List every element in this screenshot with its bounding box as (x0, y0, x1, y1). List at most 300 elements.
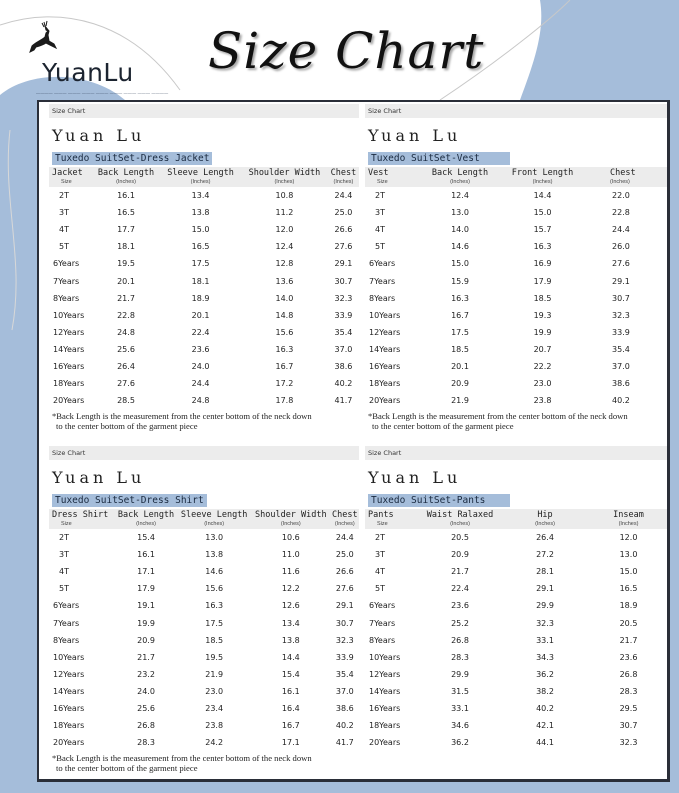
measurement-cell: 19.3 (533, 310, 552, 320)
measurement-cell: 17.1 (281, 738, 300, 748)
column-header: Sleeve Length (Inches) (180, 510, 248, 527)
table-row (49, 563, 359, 580)
measurement-cell: 19.9 (533, 327, 552, 337)
measurement-cell: 33.1 (451, 703, 469, 713)
measurement-cell: 12.4 (275, 242, 294, 252)
measurement-cell: 24.4 (612, 225, 630, 235)
column-header: Front Length (Inches) (511, 168, 574, 185)
table-row (365, 204, 667, 221)
measurement-cell: 15.0 (451, 259, 469, 269)
table-row (365, 666, 667, 683)
table-row (365, 307, 667, 324)
measurement-cell: 21.7 (619, 635, 638, 645)
table-row (49, 392, 359, 409)
table-row (49, 204, 359, 221)
measurement-cell: 28.3 (619, 686, 638, 696)
table-row (365, 341, 667, 358)
logo-text: YuanLu (42, 58, 134, 87)
size-cell: 12Years (369, 669, 401, 679)
measurement-cell: 34.3 (536, 652, 554, 662)
measurement-cell: 23.8 (205, 721, 224, 731)
table-row (49, 649, 359, 666)
measurement-cell: 35.4 (612, 344, 630, 354)
size-cell: 20Years (53, 396, 85, 406)
measurement-cell: 26.8 (451, 635, 469, 645)
size-cell: 7Years (53, 618, 80, 628)
column-header: Inseam (Inches) (613, 510, 644, 527)
measurement-cell: 20.9 (451, 379, 469, 389)
size-cell: 7Years (369, 276, 396, 286)
size-cell: 14Years (369, 344, 401, 354)
vest-size-table (365, 167, 667, 409)
size-cell: 6Years (369, 601, 396, 611)
measurement-cell: 16.3 (451, 293, 469, 303)
table-row (365, 272, 667, 289)
measurement-cell: 22.4 (451, 584, 469, 594)
size-cell: 3T (59, 550, 69, 560)
size-cell: 3T (375, 550, 385, 560)
size-cell: 16Years (369, 361, 401, 371)
table-row (49, 221, 359, 238)
measurement-cell: 37.0 (335, 686, 354, 696)
size-cell: 2T (375, 533, 385, 543)
size-cell: 12Years (369, 327, 401, 337)
measurement-cell: 31.5 (451, 686, 469, 696)
measurement-cell: 36.2 (536, 669, 554, 679)
table-row (365, 632, 667, 649)
measurement-cell: 18.1 (117, 242, 135, 252)
measurement-cell: 14.0 (275, 293, 294, 303)
back-length-note: *Back Length is the measurement from the center bottom of the neck down to the center bottom of the garment piece (368, 411, 628, 432)
column-header: Hip (Inches) (535, 510, 555, 527)
measurement-cell: 28.5 (117, 396, 135, 406)
measurement-cell: 33.1 (536, 635, 554, 645)
size-cell: 7Years (369, 618, 396, 628)
size-cell: 8Years (53, 293, 80, 303)
measurement-cell: 26.8 (137, 721, 155, 731)
measurement-cell: 24.8 (117, 327, 135, 337)
measurement-cell: 40.2 (335, 721, 354, 731)
measurement-cell: 11.2 (275, 208, 294, 218)
measurement-cell: 11.6 (281, 567, 300, 577)
logo-tagline: ———— ——— ——— ——— ——— ——— ——— ——— ———— (36, 90, 169, 95)
measurement-cell: 22.2 (533, 361, 552, 371)
measurement-cell: 19.1 (137, 601, 155, 611)
measurement-cell: 13.0 (451, 208, 469, 218)
measurement-cell: 15.0 (191, 225, 210, 235)
measurement-cell: 27.6 (612, 259, 630, 269)
table-row (49, 255, 359, 272)
column-header: Vest Size (368, 168, 389, 185)
table-row (365, 734, 667, 751)
table-row (365, 324, 667, 341)
size-cell: 4T (59, 567, 69, 577)
table-row (49, 187, 359, 204)
measurement-cell: 16.7 (275, 361, 294, 371)
size-cell: 5T (59, 242, 69, 252)
measurement-cell: 20.9 (137, 635, 155, 645)
size-cell: 20Years (369, 738, 401, 748)
measurement-cell: 33.9 (335, 652, 354, 662)
measurement-cell: 42.1 (536, 721, 554, 731)
size-cell: 14Years (53, 686, 85, 696)
measurement-cell: 20.5 (451, 533, 469, 543)
measurement-cell: 16.5 (619, 584, 638, 594)
measurement-cell: 12.8 (275, 259, 294, 269)
measurement-cell: 28.3 (137, 738, 155, 748)
measurement-cell: 32.3 (536, 618, 554, 628)
measurement-cell: 16.9 (533, 259, 552, 269)
page-title: Size Chart (208, 22, 485, 80)
table-row (365, 392, 667, 409)
measurement-cell: 13.4 (191, 191, 210, 201)
measurement-cell: 17.5 (451, 327, 469, 337)
measurement-cell: 16.3 (205, 601, 224, 611)
table-row (49, 290, 359, 307)
measurement-cell: 25.6 (117, 344, 135, 354)
measurement-cell: 24.8 (191, 396, 210, 406)
measurement-cell: 41.7 (335, 738, 354, 748)
measurement-cell: 12.0 (619, 533, 638, 543)
table-row (49, 529, 359, 546)
shirt-size-table (49, 509, 359, 751)
measurement-cell: 26.4 (117, 361, 135, 371)
panel-label: Size Chart (49, 446, 359, 460)
measurement-cell: 14.6 (451, 242, 469, 252)
measurement-cell: 21.9 (451, 396, 469, 406)
measurement-cell: 24.2 (205, 738, 224, 748)
measurement-cell: 16.3 (533, 242, 552, 252)
measurement-cell: 20.9 (451, 550, 469, 560)
measurement-cell: 15.4 (281, 669, 300, 679)
measurement-cell: 36.2 (451, 738, 469, 748)
panel-label: Size Chart (365, 446, 667, 460)
measurement-cell: 21.9 (205, 669, 224, 679)
measurement-cell: 16.1 (281, 686, 300, 696)
size-cell: 4T (375, 567, 385, 577)
size-cell: 10Years (53, 310, 85, 320)
size-chart-frame (37, 100, 670, 782)
table-row (365, 358, 667, 375)
size-cell: 12Years (53, 327, 85, 337)
measurement-cell: 13.6 (275, 276, 294, 286)
measurement-cell: 12.0 (275, 225, 294, 235)
measurement-cell: 17.2 (275, 379, 294, 389)
column-header: Dress Shirt Size (52, 510, 109, 527)
measurement-cell: 21.7 (451, 567, 469, 577)
measurement-cell: 38.2 (536, 686, 554, 696)
size-cell: 5T (375, 242, 385, 252)
measurement-cell: 14.4 (281, 652, 300, 662)
size-cell: 14Years (369, 686, 401, 696)
table-row (365, 546, 667, 563)
measurement-cell: 15.6 (205, 584, 224, 594)
measurement-cell: 23.4 (205, 703, 224, 713)
measurement-cell: 12.6 (281, 601, 300, 611)
column-header: Waist Ralaxed (Inches) (426, 510, 494, 527)
table-row (49, 272, 359, 289)
table-row (49, 683, 359, 700)
measurement-cell: 13.8 (205, 550, 224, 560)
measurement-cell: 18.9 (619, 601, 638, 611)
measurement-cell: 30.7 (335, 618, 354, 628)
measurement-cell: 26.8 (619, 669, 638, 679)
measurement-cell: 16.7 (451, 310, 469, 320)
measurement-cell: 15.0 (533, 208, 552, 218)
table-row (49, 375, 359, 392)
measurement-cell: 23.6 (619, 652, 638, 662)
measurement-cell: 29.9 (451, 669, 469, 679)
table-row (365, 700, 667, 717)
measurement-cell: 19.5 (117, 259, 135, 269)
size-cell: 3T (375, 208, 385, 218)
table-row (49, 717, 359, 734)
measurement-cell: 17.9 (533, 276, 552, 286)
table-row (49, 307, 359, 324)
measurement-cell: 21.7 (117, 293, 135, 303)
measurement-cell: 38.6 (612, 379, 630, 389)
measurement-cell: 29.1 (334, 259, 353, 269)
panel-brand: Yuan Lu (368, 468, 462, 487)
column-header: Chest (Inches) (610, 168, 636, 185)
measurement-cell: 26.0 (612, 242, 630, 252)
size-cell: 3T (59, 208, 69, 218)
table-header-row (49, 509, 359, 529)
measurement-cell: 20.1 (451, 361, 469, 371)
jacket-size-table (49, 167, 359, 409)
measurement-cell: 22.8 (117, 310, 135, 320)
measurement-cell: 37.0 (334, 344, 353, 354)
size-cell: 8Years (369, 293, 396, 303)
size-cell: 20Years (53, 738, 85, 748)
measurement-cell: 25.6 (137, 703, 155, 713)
column-header: Pants Size (368, 510, 394, 527)
table-row (49, 614, 359, 631)
size-cell: 5T (375, 584, 385, 594)
measurement-cell: 20.1 (117, 276, 135, 286)
panel-label: Size Chart (49, 104, 359, 118)
size-cell: 16Years (53, 703, 85, 713)
measurement-cell: 13.0 (619, 550, 638, 560)
panel-subtitle: Tuxedo SuitSet-Vest (368, 152, 510, 165)
panel-label: Size Chart (365, 104, 667, 118)
measurement-cell: 24.4 (191, 379, 210, 389)
measurement-cell: 24.4 (335, 533, 354, 543)
measurement-cell: 23.0 (533, 379, 552, 389)
measurement-cell: 30.7 (612, 293, 630, 303)
measurement-cell: 26.6 (334, 225, 353, 235)
size-cell: 8Years (369, 635, 396, 645)
measurement-cell: 44.1 (536, 738, 554, 748)
panel-brand: Yuan Lu (52, 126, 146, 145)
table-row (365, 529, 667, 546)
measurement-cell: 17.9 (137, 584, 155, 594)
measurement-cell: 10.6 (281, 533, 300, 543)
table-header-row (365, 509, 667, 529)
size-cell: 18Years (53, 721, 85, 731)
measurement-cell: 17.5 (205, 618, 224, 628)
jacket-panel (49, 104, 359, 431)
table-row (365, 614, 667, 631)
table-row (49, 597, 359, 614)
measurement-cell: 15.6 (275, 327, 294, 337)
measurement-cell: 27.6 (117, 379, 135, 389)
measurement-cell: 16.7 (281, 721, 300, 731)
size-cell: 2T (375, 191, 385, 201)
measurement-cell: 14.8 (275, 310, 294, 320)
measurement-cell: 38.6 (334, 361, 353, 371)
measurement-cell: 34.6 (451, 721, 469, 731)
measurement-cell: 24.0 (137, 686, 155, 696)
table-row (49, 700, 359, 717)
measurement-cell: 15.9 (451, 276, 469, 286)
measurement-cell: 26.6 (335, 567, 354, 577)
brand-logo (22, 20, 169, 95)
measurement-cell: 28.3 (451, 652, 469, 662)
measurement-cell: 24.4 (334, 191, 353, 201)
measurement-cell: 23.6 (191, 344, 210, 354)
column-header: Back Length (Inches) (97, 168, 155, 185)
measurement-cell: 17.7 (117, 225, 135, 235)
size-cell: 16Years (369, 703, 401, 713)
measurement-cell: 19.5 (205, 652, 224, 662)
measurement-cell: 17.1 (137, 567, 155, 577)
measurement-cell: 23.2 (137, 669, 155, 679)
size-cell: 2T (59, 533, 69, 543)
table-row (365, 717, 667, 734)
measurement-cell: 16.1 (117, 191, 135, 201)
column-header: Chest (Inches) (330, 168, 357, 185)
measurement-cell: 15.7 (533, 225, 552, 235)
measurement-cell: 40.2 (334, 379, 353, 389)
size-cell: 10Years (369, 310, 401, 320)
column-header: Shoulder Width (Inches) (254, 510, 327, 527)
table-row (365, 255, 667, 272)
measurement-cell: 32.3 (619, 738, 638, 748)
measurement-cell: 29.1 (335, 601, 354, 611)
column-header: Sleeve Length (Inches) (167, 168, 234, 185)
measurement-cell: 25.0 (335, 550, 354, 560)
back-length-note: *Back Length is the measurement from the center bottom of the neck down to the center bottom of the garment piece (52, 411, 312, 432)
column-header: Back Length (Inches) (117, 510, 175, 527)
size-cell: 5T (59, 584, 69, 594)
measurement-cell: 18.5 (451, 344, 469, 354)
measurement-cell: 22.4 (191, 327, 210, 337)
measurement-cell: 13.8 (191, 208, 210, 218)
table-row (49, 632, 359, 649)
size-cell: 4T (59, 225, 69, 235)
measurement-cell: 18.5 (533, 293, 552, 303)
measurement-cell: 26.4 (536, 533, 554, 543)
measurement-cell: 16.3 (275, 344, 294, 354)
measurement-cell: 22.0 (612, 191, 630, 201)
measurement-cell: 22.8 (612, 208, 630, 218)
measurement-cell: 40.2 (612, 396, 630, 406)
deer-icon (24, 20, 64, 60)
measurement-cell: 15.4 (137, 533, 155, 543)
table-row (365, 649, 667, 666)
panel-subtitle: Tuxedo SuitSet-Dress Jacket (52, 152, 212, 165)
table-row (365, 563, 667, 580)
measurement-cell: 23.8 (533, 396, 552, 406)
measurement-cell: 27.2 (536, 550, 554, 560)
table-row (49, 238, 359, 255)
measurement-cell: 41.7 (334, 396, 353, 406)
measurement-cell: 14.6 (205, 567, 224, 577)
measurement-cell: 28.1 (536, 567, 554, 577)
vest-panel (365, 104, 667, 431)
measurement-cell: 32.3 (612, 310, 630, 320)
size-cell: 18Years (53, 379, 85, 389)
measurement-cell: 18.5 (205, 635, 224, 645)
size-cell: 8Years (53, 635, 80, 645)
pants-size-table (365, 509, 667, 751)
size-cell: 14Years (53, 344, 85, 354)
measurement-cell: 13.4 (281, 618, 300, 628)
measurement-cell: 30.7 (619, 721, 638, 731)
table-row (365, 375, 667, 392)
measurement-cell: 32.3 (334, 293, 353, 303)
table-row (49, 734, 359, 751)
measurement-cell: 29.5 (619, 703, 638, 713)
measurement-cell: 16.4 (281, 703, 300, 713)
table-row (49, 324, 359, 341)
measurement-cell: 38.6 (335, 703, 354, 713)
measurement-cell: 16.5 (117, 208, 135, 218)
size-cell: 18Years (369, 379, 401, 389)
measurement-cell: 27.6 (335, 584, 354, 594)
measurement-cell: 19.9 (137, 618, 155, 628)
measurement-cell: 32.3 (335, 635, 354, 645)
measurement-cell: 33.9 (334, 310, 353, 320)
column-header: Jacket Size (52, 168, 83, 185)
size-cell: 18Years (369, 721, 401, 731)
column-header: Back Length (Inches) (431, 168, 489, 185)
size-cell: 6Years (53, 601, 80, 611)
measurement-cell: 17.5 (191, 259, 210, 269)
measurement-cell: 35.4 (334, 327, 353, 337)
table-header-row (49, 167, 359, 187)
table-row (49, 546, 359, 563)
measurement-cell: 23.0 (205, 686, 224, 696)
panel-subtitle: Tuxedo SuitSet-Dress Shirt (52, 494, 207, 507)
measurement-cell: 17.8 (275, 396, 294, 406)
measurement-cell: 18.1 (191, 276, 210, 286)
size-cell: 6Years (53, 259, 80, 269)
measurement-cell: 15.0 (619, 567, 638, 577)
panel-brand: Yuan Lu (368, 126, 462, 145)
table-row (365, 221, 667, 238)
size-cell: 7Years (53, 276, 80, 286)
measurement-cell: 14.0 (451, 225, 469, 235)
measurement-cell: 20.1 (191, 310, 210, 320)
table-row (365, 290, 667, 307)
measurement-cell: 29.1 (536, 584, 554, 594)
measurement-cell: 25.2 (451, 618, 469, 628)
size-cell: 2T (59, 191, 69, 201)
shirt-panel (49, 446, 359, 773)
panel-subtitle: Tuxedo SuitSet-Pants (368, 494, 510, 507)
measurement-cell: 29.1 (612, 276, 630, 286)
table-row (49, 666, 359, 683)
column-header: Shoulder Width (Inches) (248, 168, 321, 185)
size-cell: 6Years (369, 259, 396, 269)
measurement-cell: 14.4 (533, 191, 552, 201)
measurement-cell: 13.0 (205, 533, 224, 543)
table-row (49, 580, 359, 597)
size-cell: 16Years (53, 361, 85, 371)
table-row (365, 580, 667, 597)
